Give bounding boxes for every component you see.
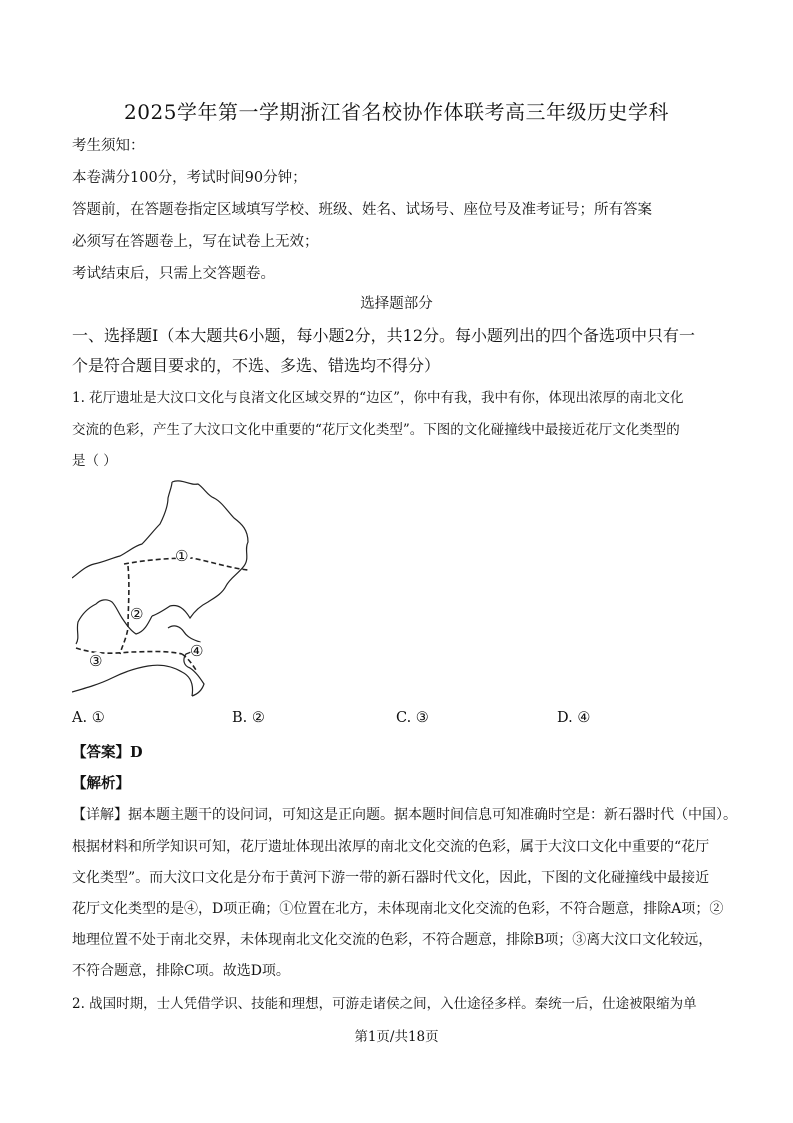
- notice-item: 必须写在答题卷上，写在试卷上无效；: [72, 234, 319, 250]
- q1-detail: 文化类型”。而大汶口文化是分布于黄河下游一带的新石器时代文化，因此，下图的文化碰撞线中最接近: [72, 870, 710, 886]
- part1-instruction: 一、选择题Ⅰ（本大题共6小题，每小题2分，共12分。每小题列出的四个备选项中只有一: [72, 326, 696, 345]
- q2-stem: 2. 战国时期，士人凭借学识、技能和理想，可游走诸侯之间，入仕途径多样。秦统一后，仕途被限缩为单: [72, 996, 697, 1012]
- q1-detail: 地理位置不处于南北交界，未体现南北文化交流的色彩，不符合题意，排除B项；③离大汶口文化较远，: [72, 932, 713, 948]
- part1-instruction: 个是符合题目要求的，不选、多选、错选均不得分）: [72, 356, 441, 375]
- page-title: 2025学年第一学期浙江省名校协作体联考高三年级历史学科: [124, 100, 669, 124]
- notice-item: 答题前，在答题卷指定区域填写学校、班级、姓名、试场号、座位号及准考证号；所有答案: [72, 202, 652, 218]
- page-footer: 第1页/共18页: [354, 1029, 439, 1045]
- q1-option-a: A. ①: [72, 710, 105, 726]
- map-label-1: ①: [175, 547, 189, 565]
- q1-detail: 【详解】据本题主题干的设问词，可知这是正向题。据本题时间信息可知准确时空是：新石器时代（中国）。: [72, 807, 737, 823]
- section-heading: 选择题部分: [360, 296, 433, 312]
- q1-option-d: D. ④: [557, 710, 591, 726]
- q1-analysis-label: 【解析】: [72, 775, 130, 792]
- notice-item: 考试结束后，只需上交答题卷。: [72, 266, 275, 282]
- q1-answer: 【答案】D: [72, 744, 143, 761]
- q1-stem: 是（ ）: [72, 453, 117, 469]
- q1-stem: 交流的色彩，产生了大汶口文化中重要的“花厅文化类型”。下图的文化碰撞线中最接近花厅文化类型的: [72, 422, 680, 438]
- q1-option-c: C. ③: [396, 710, 429, 726]
- map-label-4: ④: [190, 642, 204, 660]
- q1-stem: 1. 花厅遗址是大汶口文化与良渚文化区域交界的“边区”，你中有我，我中有你，体现出浓厚的南北文化: [72, 390, 684, 406]
- map-label-2: ②: [130, 605, 144, 623]
- map-label-3: ③: [89, 652, 103, 670]
- map-coastline-west: [72, 482, 172, 578]
- q1-option-b: B. ②: [232, 710, 265, 726]
- map-line-2: [120, 566, 129, 654]
- notice-heading: 考生须知：: [72, 138, 145, 154]
- map-shandong-coast: [168, 626, 204, 696]
- notice-item: 本卷满分100分，考试时间90分钟；: [72, 170, 307, 186]
- q1-detail: 不符合题意，排除C项。故选D项。: [72, 963, 290, 979]
- map-coastline-north: [152, 481, 248, 618]
- q1-map-figure: [72, 478, 262, 700]
- q1-detail: 根据材料和所学知识可知，花厅遗址体现出浓厚的南北文化交流的色彩，属于大汶口文化中重要的“花厅: [72, 839, 710, 855]
- q1-detail: 花厅文化类型的是④，D项正确；①位置在北方，未体现南北文化交流的色彩，不符合题意，排除A项；②: [72, 901, 724, 917]
